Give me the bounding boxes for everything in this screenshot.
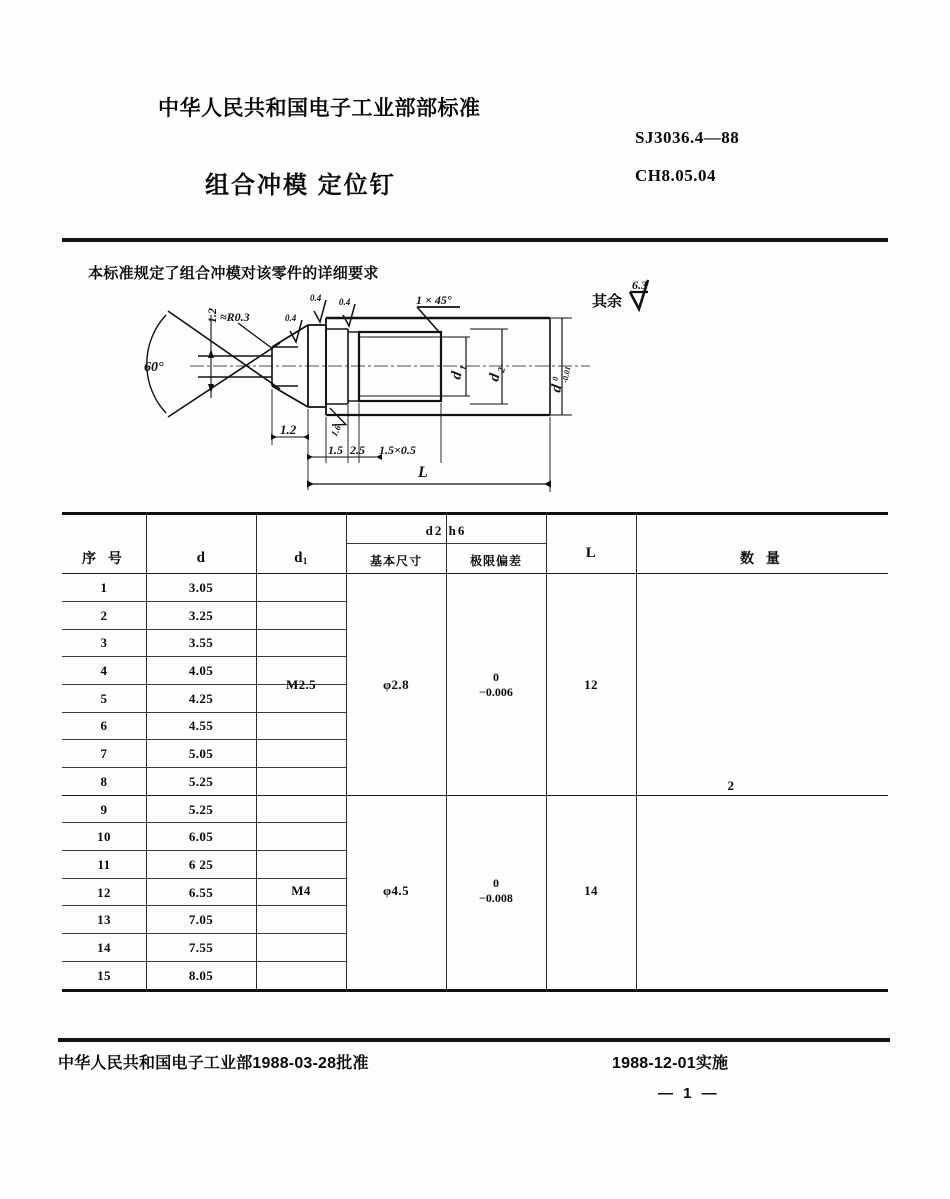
row-divider-9 xyxy=(62,822,346,823)
table-row: 5.25 xyxy=(188,774,214,789)
drawing-roughness-3: 0.4 xyxy=(339,297,351,307)
drawing-label-d-tol-lower: -0.01 xyxy=(560,365,573,384)
row-divider-14 xyxy=(62,961,346,962)
table-row: 4 xyxy=(100,663,108,678)
table-row: 6.55 xyxy=(188,885,214,900)
row-divider-6 xyxy=(62,739,346,740)
col-sep-L-qty xyxy=(636,515,637,989)
table-row: 13 xyxy=(97,912,111,927)
drawing-label-d-tol-upper: 0 xyxy=(550,375,561,382)
table-row: 9 xyxy=(100,802,108,817)
row-divider-7 xyxy=(62,767,346,768)
issuing-organization: 中华人民共和国电子工业部部标准 xyxy=(158,97,481,120)
header-row-divider xyxy=(62,573,888,574)
table-row: 3.05 xyxy=(188,580,214,595)
header-divider-rule xyxy=(62,238,888,242)
row-divider-10 xyxy=(62,850,346,851)
header-deviation: 极限偏差 xyxy=(469,554,522,568)
drawing-label-cone-angle: 60° xyxy=(144,360,164,375)
deviation-upper: 0 xyxy=(493,876,499,890)
drawing-dim-1-5: 1.5 xyxy=(328,443,343,457)
header-quantity: 数 量 xyxy=(740,550,784,566)
scope-statement: 本标准规定了组合冲模对该零件的详细要求 xyxy=(88,265,379,282)
drawing-roughness-4: 1.6 xyxy=(328,423,344,438)
header-seq: 序 号 xyxy=(82,550,126,566)
quantity-value: 2 xyxy=(727,778,735,793)
drawing-label-d: d xyxy=(548,383,566,394)
group-d1-value: M2.5 xyxy=(285,677,317,692)
table-row: 4.25 xyxy=(188,691,214,706)
table-row: 3.55 xyxy=(188,635,214,650)
row-divider-1 xyxy=(62,601,346,602)
table-row: 10 xyxy=(97,829,111,844)
standard-code: SJ3036.4—88 xyxy=(635,128,740,147)
table-row: 6 25 xyxy=(188,857,214,872)
table-row: 8.05 xyxy=(188,968,214,983)
group-d1-value: M4 xyxy=(291,883,311,898)
row-divider-11 xyxy=(62,878,346,879)
table-row: 7 xyxy=(100,746,108,761)
others-label: 其余 xyxy=(592,293,623,310)
group-divider xyxy=(62,795,888,796)
effective-date: 1988-12-01实施 xyxy=(612,1055,729,1072)
table-row: 5 xyxy=(100,691,108,706)
header-basic-size: 基本尺寸 xyxy=(369,554,422,568)
approval-statement: 中华人民共和国电子工业部1988-03-28批准 xyxy=(58,1055,369,1072)
table-top-border xyxy=(62,512,888,515)
header-d: d xyxy=(196,550,206,566)
page-number: — 1 — xyxy=(658,1085,720,1102)
table-row: 14 xyxy=(97,940,111,955)
table-row: 4.05 xyxy=(188,663,214,678)
row-divider-13 xyxy=(62,933,346,934)
drawing-roughness-2: 0.4 xyxy=(310,293,322,303)
group-basic-size-value: φ4.5 xyxy=(383,883,409,898)
classification-code: CH8.05.04 xyxy=(635,166,716,185)
drawing-dim-chamfer: 1.5×0.5 xyxy=(379,443,416,457)
table-row: 15 xyxy=(97,968,111,983)
part-technical-drawing xyxy=(130,285,600,500)
header-d2-group: d2 h6 xyxy=(425,523,467,538)
col-sep-d-d1 xyxy=(256,515,257,989)
page-title: 组合冲模 定位钉 xyxy=(205,172,396,199)
drawing-label-d2: d xyxy=(486,372,504,383)
header-L: L xyxy=(585,545,597,561)
group-deviation-value xyxy=(446,670,546,700)
col-sep-d1-d2 xyxy=(346,515,347,989)
deviation-lower: −0.006 xyxy=(479,685,513,699)
drawing-label-d2-sub: 2 xyxy=(496,366,508,374)
table-bottom-border xyxy=(62,989,888,992)
table-row: 5.05 xyxy=(188,746,214,761)
drawing-roughness-1: 0.4 xyxy=(285,313,297,323)
d2-group-divider xyxy=(346,543,546,544)
drawing-dim-L: L xyxy=(418,464,428,481)
col-sep-basic-dev xyxy=(446,515,447,989)
drawing-label-radius: ≈R0.3 xyxy=(220,310,250,324)
group-deviation-value xyxy=(446,876,546,906)
roughness-value: 6.3 xyxy=(632,278,647,292)
table-row: 7.55 xyxy=(188,940,214,955)
group-basic-size-value: φ2.8 xyxy=(383,677,409,692)
table-row: 12 xyxy=(97,885,111,900)
row-divider-2 xyxy=(62,629,346,630)
drawing-svg xyxy=(130,285,600,500)
table-row: 3.25 xyxy=(188,608,214,623)
drawing-label-chamfer-45: 1 × 45° xyxy=(416,293,452,307)
row-divider-12 xyxy=(62,905,346,906)
row-divider-3 xyxy=(62,656,346,657)
row-divider-5 xyxy=(62,712,346,713)
table-row: 11 xyxy=(97,857,111,872)
table-row: 6.05 xyxy=(188,829,214,844)
footer-divider-rule xyxy=(58,1038,890,1042)
general-roughness-note xyxy=(592,272,712,318)
col-sep-dev-L xyxy=(546,515,547,989)
specification-table xyxy=(62,512,888,992)
table-row: 8 xyxy=(100,774,108,789)
table-row: 1 xyxy=(100,580,108,595)
drawing-dim-1-2: 1.2 xyxy=(280,422,297,437)
deviation-upper: 0 xyxy=(493,670,499,684)
deviation-lower: −0.008 xyxy=(479,891,513,905)
drawing-label-tip-dim: 1.2 xyxy=(205,308,219,323)
table-row: 3 xyxy=(100,635,108,650)
table-row: 4.55 xyxy=(188,718,214,733)
drawing-label-d1-sub: 1 xyxy=(458,364,470,372)
table-row: 6 xyxy=(100,718,108,733)
drawing-dim-2-5: 2.5 xyxy=(350,443,365,457)
group-L-value: 14 xyxy=(584,883,598,898)
table-row: 5.25 xyxy=(188,802,214,817)
table-row: 2 xyxy=(100,608,108,623)
table-row: 7.05 xyxy=(188,912,214,927)
group-L-value: 12 xyxy=(584,677,598,692)
drawing-label-d1: d xyxy=(448,370,466,381)
header-d1: $d_1$ xyxy=(294,550,308,566)
